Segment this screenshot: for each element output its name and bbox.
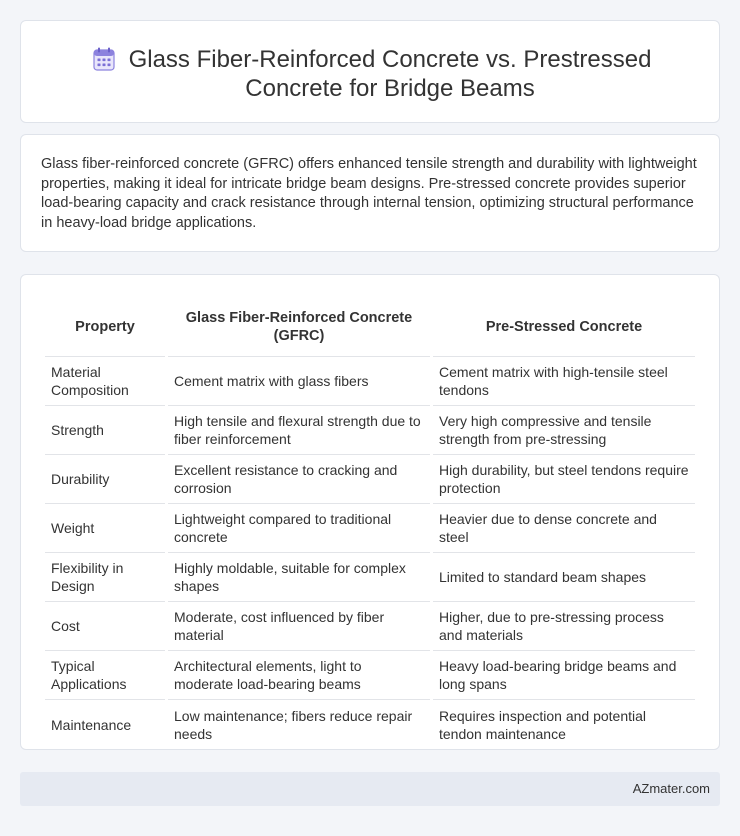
footer-brand-link[interactable]: AZmater.com — [632, 781, 710, 796]
summary-card — [20, 134, 720, 252]
row-gfrc-value: Lightweight compared to traditional concrete — [168, 504, 430, 553]
header-prestressed: Pre-Stressed Concrete — [433, 297, 695, 357]
row-property: Durability — [45, 455, 165, 504]
row-prestressed-value: Heavier due to dense concrete and steel — [433, 504, 695, 553]
row-gfrc-value: Cement matrix with glass fibers — [168, 357, 430, 406]
row-prestressed-value: Higher, due to pre-stressing process and materials — [433, 602, 695, 651]
comparison-table — [42, 297, 698, 749]
row-property: Cost — [45, 602, 165, 651]
table-row — [45, 357, 695, 406]
footer-bar — [20, 772, 720, 806]
header-property: Property — [45, 297, 165, 357]
page-title: Glass Fiber-Reinforced Concrete vs. Prestressed Concrete for Bridge Beams — [128, 46, 652, 102]
row-prestressed-value: High durability, but steel tendons require protection — [433, 455, 695, 504]
title-card — [20, 20, 720, 123]
table-row — [45, 455, 695, 504]
row-prestressed-value: Heavy load-bearing bridge beams and long spans — [433, 651, 695, 700]
table-row — [45, 406, 695, 455]
row-property: Strength — [45, 406, 165, 455]
table-row — [45, 504, 695, 553]
table-row — [45, 651, 695, 700]
comparison-table-card — [20, 274, 720, 750]
row-prestressed-value: Very high compressive and tensile strength from pre-stressing — [433, 406, 695, 455]
row-property: Maintenance — [51, 716, 132, 733]
row-gfrc-value: Moderate, cost influenced by fiber material — [168, 602, 430, 651]
row-prestressed-value: Limited to standard beam shapes — [433, 553, 695, 602]
row-gfrc-value: Low maintenance; fibers reduce repair needs — [174, 707, 413, 742]
summary-text: Glass fiber-reinforced concrete (GFRC) offers enhanced tensile strength and durability with lightweight properties, making it ideal for intricate bridge beam designs. Pre-stressed concrete provides superior load-bearing capacity and crack resistance through internal tension, optimizing structural performance in heavy-load bridge applications. — [41, 156, 697, 231]
table-header-row — [45, 297, 695, 357]
table-row — [45, 700, 695, 749]
row-property: Flexibility in Design — [45, 553, 165, 602]
row-property: Weight — [45, 504, 165, 553]
header-gfrc: Glass Fiber-Reinforced Concrete (GFRC) — [168, 297, 430, 357]
row-property: Typical Applications — [45, 651, 165, 700]
row-prestressed-value: Cement matrix with high-tensile steel tendons — [433, 357, 695, 406]
row-property: Material Composition — [45, 357, 165, 406]
row-gfrc-value: Excellent resistance to cracking and corrosion — [168, 455, 430, 504]
row-gfrc-value: Architectural elements, light to moderate load-bearing beams — [168, 651, 430, 700]
table-row — [45, 553, 695, 602]
row-prestressed-value: Requires inspection and potential tendon maintenance — [439, 707, 647, 742]
row-gfrc-value: Highly moldable, suitable for complex shapes — [168, 553, 430, 602]
table-row — [45, 602, 695, 651]
row-gfrc-value: High tensile and flexural strength due to fiber reinforcement — [168, 406, 430, 455]
